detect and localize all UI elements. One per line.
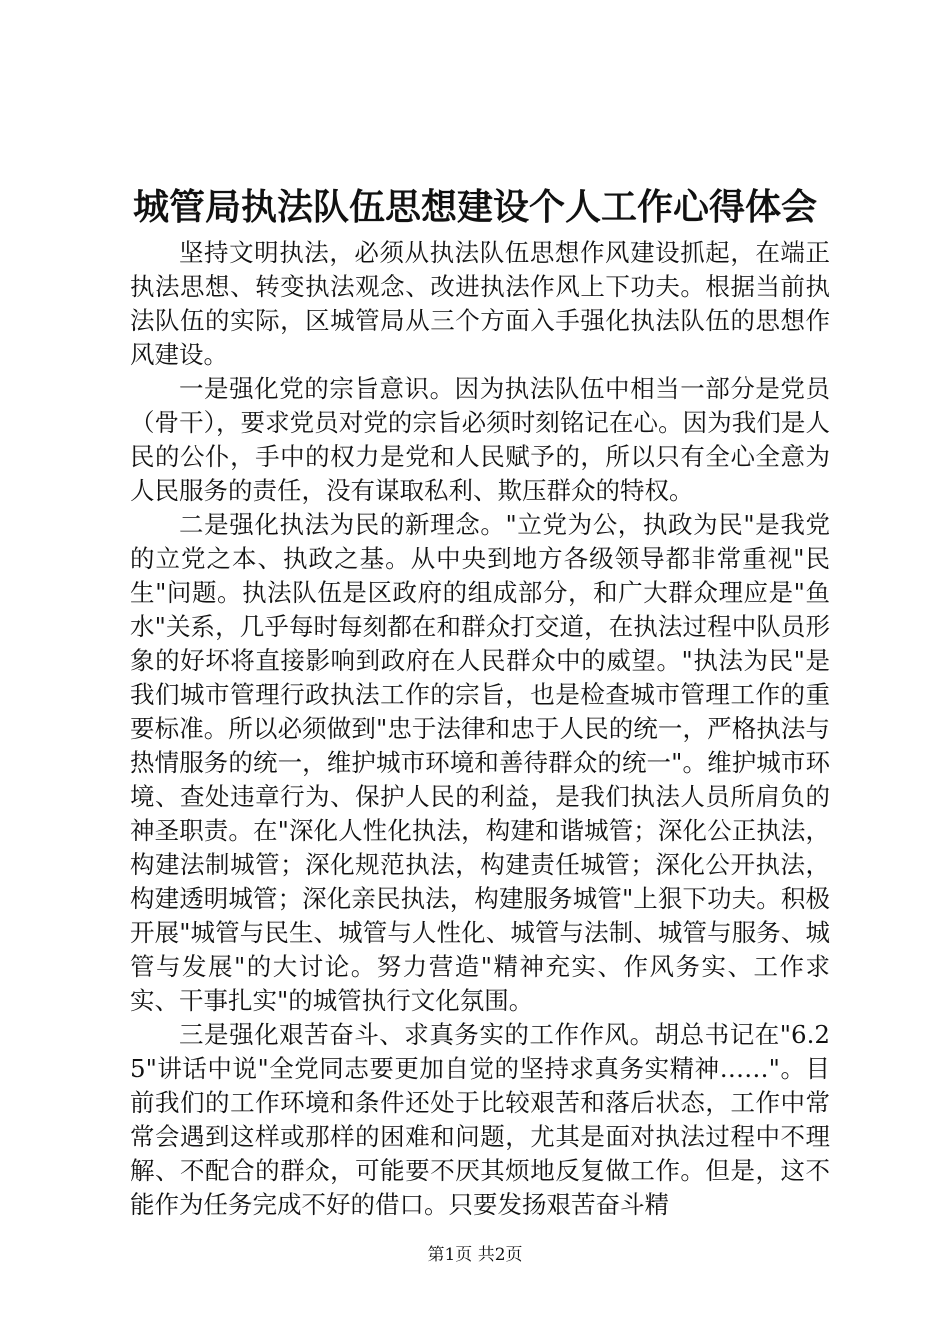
paragraph-point-one: 一是强化党的宗旨意识。因为执法队伍中相当一部分是党员（骨干），要求党员对党的宗旨必须时刻铭记在心。因为我们是人民的公仆，手中的权力是党和人民赋予的，所以只有全心全意为人民服务的责任，没有谋取私利、欺压群众的特权。 <box>130 374 830 505</box>
paragraph-point-two: 二是强化执法为民的新理念。"立党为公，执政为民"是我党的立党之本、执政之基。从中央到地方各级领导都非常重视"民生"问题。执法队伍是区政府的组成部分，和广大群众理应是"鱼水"关系，几乎每时每刻都在和群众打交道，在执法过程中队员形象的好坏将直接影响到政府在人民群众中的威望。"执法为民"是我们城市管理行政执法工作的宗旨，也是检查城市管理工作的重要标准。所以必须做到"忠于法律和忠于人民的统一，严格执法与热情服务的统一，维护城市环境和善待群众的统一"。维护城市环境、查处违章行为、保护人民的利益，是我们执法人员所肩负的神圣职责。在"深化人性化执法，构建和谐城管；深化公正执法，构建法制城管；深化规范执法，构建责任城管；深化公开执法，构建透明城管；深化亲民执法，构建服务城管"上狠下功夫。积极开展"城管与民生、城管与人性化、城管与法制、城管与服务、城管与发展"的大讨论。努力营造"精神充实、作风务实、工作求实、干事扎实"的城管执行文化氛围。 <box>130 510 830 1015</box>
document-title: 城管局执法队伍思想建设个人工作心得体会 <box>132 187 817 228</box>
paragraph-point-three: 三是强化艰苦奋斗、求真务实的工作作风。胡总书记在"6.25"讲话中说"全党同志要更加自觉的坚持求真务实精神……"。目前我们的工作环境和条件还处于比较艰苦和落后状态，工作中常常会遇到这样或那样的困难和问题，尤其是面对执法过程中不理解、不配合的群众，可能要不厌其烦地反复做工作。但是，这不能作为任务完成不好的借口。只要发扬艰苦奋斗精 <box>130 1020 830 1219</box>
page-footer: 第1页 共2页 <box>427 1245 523 1265</box>
document-body <box>130 236 830 1222</box>
paragraph-intro: 坚持文明执法，必须从执法队伍思想作风建设抓起，在端正执法思想、转变执法观念、改进执法作风上下功夫。根据当前执法队伍的实际，区城管局从三个方面入手强化执法队伍的思想作风建设。 <box>130 238 830 369</box>
